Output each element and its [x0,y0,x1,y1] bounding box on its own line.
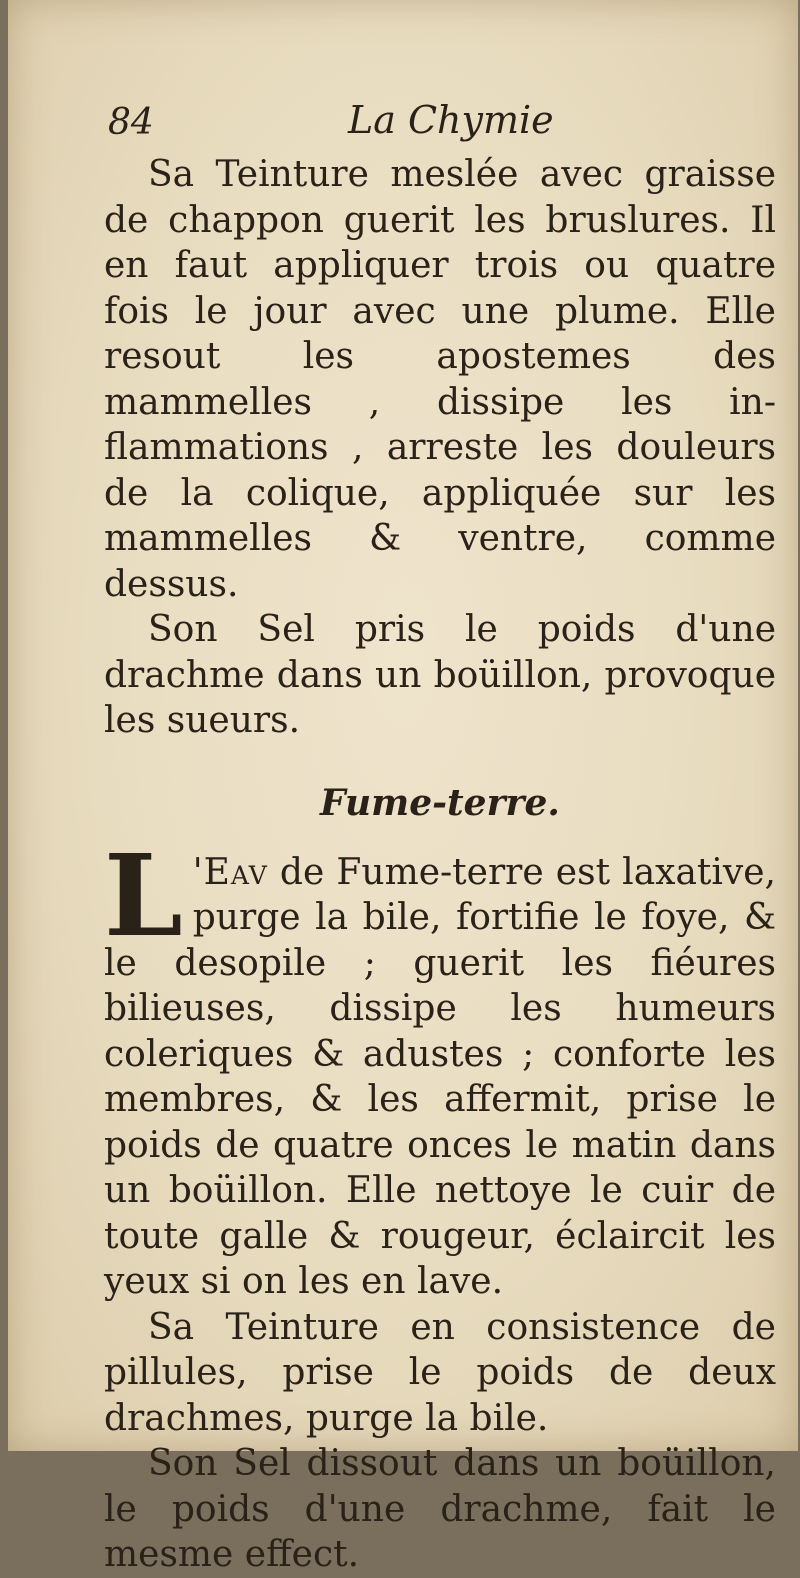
paragraph-fume-terre-body: de Fume-terre est laxative, purge la bile, fortifie le foye, & le desopile ; guerit les fiéures bilieuses, dissipe les humeurs coleriques & adustes ; conforte les membres, & les affermit, prise le poids de quatre onces le matin dans un boüillon. Elle nettoye le cuir de toute galle & rougeur, éclaircit les yeux si on les en lave. [104,851,776,1302]
drop-cap-letter: L [104,830,183,962]
page-header [8,96,798,156]
section-heading: Fume-terre. [320,781,560,824]
paragraph-sel-sueurs: Son Sel pris le poids d'une drachme dans un boüillon, provoque les sueurs. [104,609,776,741]
paragraph-sel-effect: Son Sel dissout dans un boüillon, le poids d'une drachme, fait le mesme effect. [104,1443,776,1575]
paragraph-teinture-pillules: Sa Teinture en consistence de pillules, prise le poids de deux drachmes, purge la bile. [104,1306,776,1439]
page-number: 84 [108,102,154,143]
running-title: La Chymie [348,98,554,142]
paragraph-fume-terre [104,830,776,1305]
book-page [8,0,798,1575]
lead-word: 'Eav [192,851,268,893]
paragraph-teinture-chappon: Sa Teinture meslée avec graisse de chappon guerit les bruslures. Il en faut appliquer trois ou quatre fois le jour avec une plume. Elle resout les apostemes des mammelles , dissipe les inflammations , arreste les douleurs de la colique, appliquée sur les mammelles & ventre, comme dessus. [104,154,776,605]
text-block [104,152,776,1578]
